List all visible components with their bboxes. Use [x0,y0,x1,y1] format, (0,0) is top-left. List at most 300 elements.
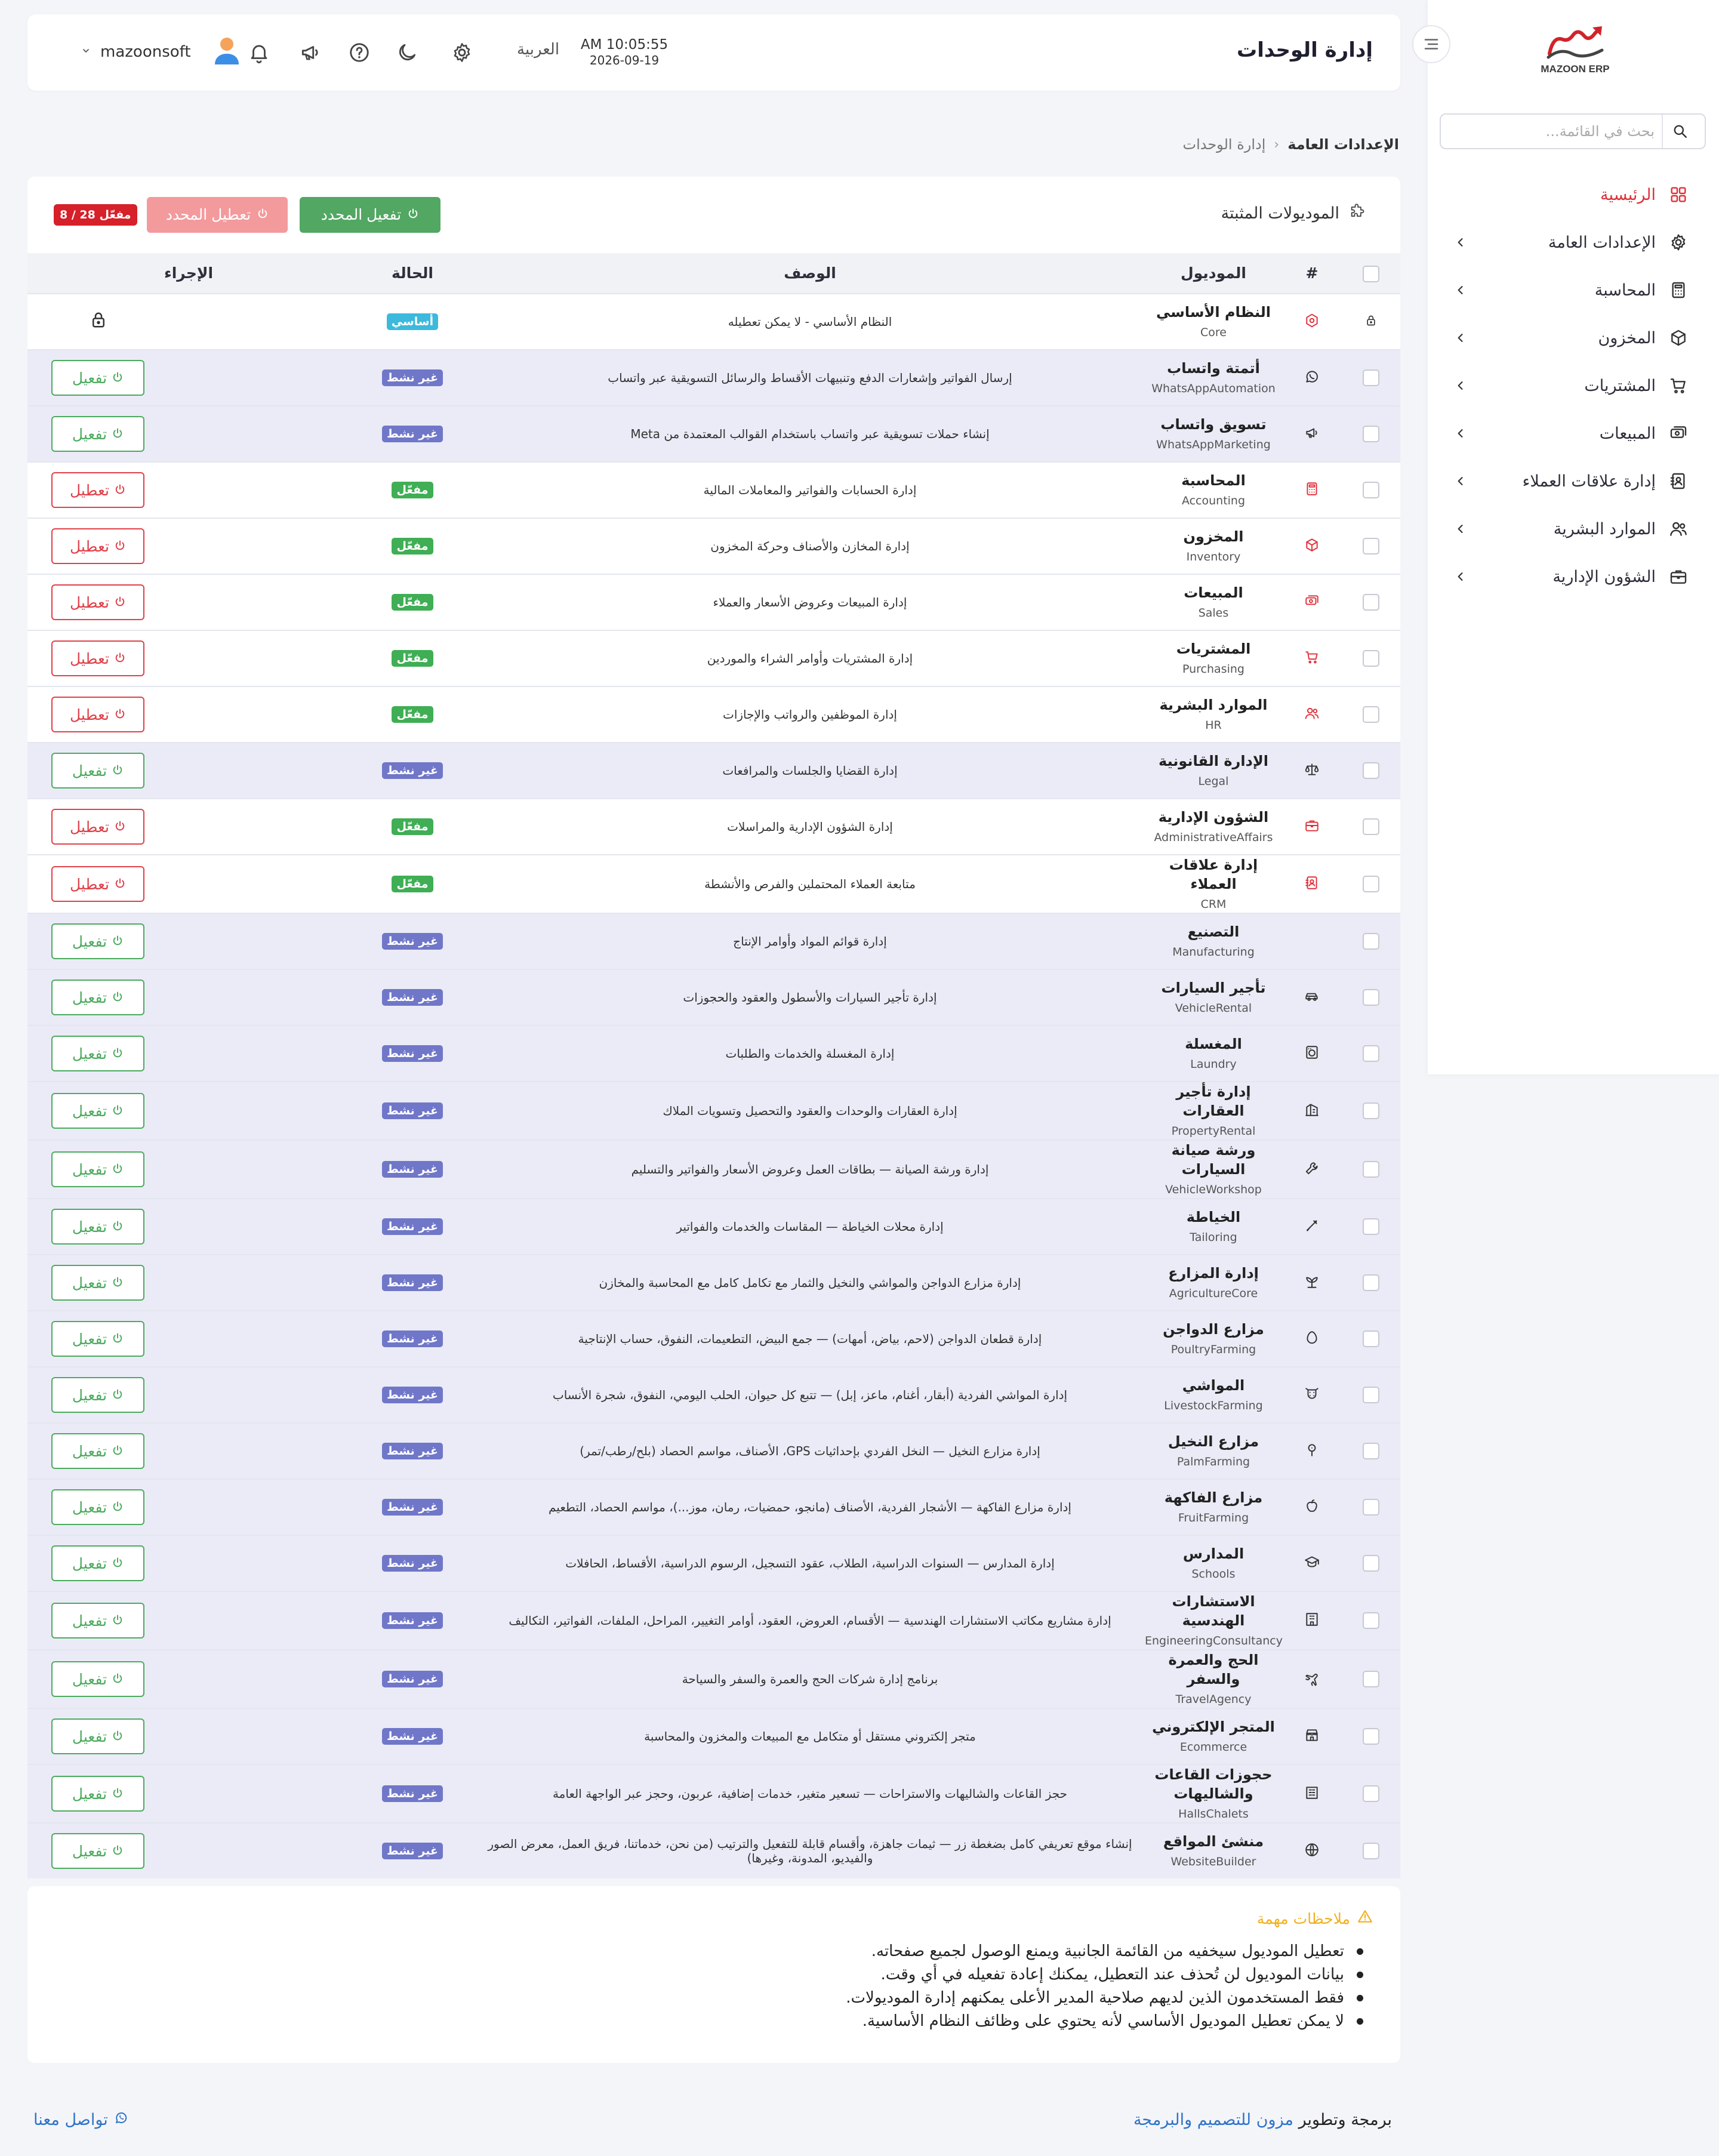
icon-cell [1282,1140,1342,1199]
module-description: حجز القاعات والشاليهات والاستراحات — تسعير متغير، خدمات إضافية، عربون، وحجز عبر الواجهة العامة [552,1787,1068,1801]
module-name: مزارع النخيل [1167,1433,1259,1450]
action-label: تفعيل [72,1612,107,1630]
table-row [27,1823,1400,1878]
row-checkbox[interactable] [1363,1671,1379,1687]
action-cell [27,294,350,350]
module-cell [1145,855,1282,913]
logo[interactable] [1530,24,1620,84]
icon-cell [1282,574,1342,630]
sidebar-item[interactable] [1428,553,1719,600]
sidebar-search-input[interactable] [1441,115,1665,148]
card-title [1221,203,1366,224]
deactivate-selected-label: تعطيل المحدد [165,207,251,223]
module-name: إدارة المزارع [1168,1265,1259,1282]
cash-icon [1668,423,1689,444]
select-cell [1342,518,1400,574]
table-row [27,1311,1400,1367]
description-cell [475,1140,1145,1199]
activate-button[interactable] [51,1036,144,1071]
action-label: تفعيل [72,1274,107,1292]
power-icon [114,538,126,555]
icon-cell [1282,1199,1342,1255]
row-checkbox[interactable] [1363,1843,1379,1859]
activate-button[interactable] [51,1489,144,1525]
action-label: تفعيل [72,1727,107,1745]
activate-button[interactable] [51,1093,144,1129]
note-item: فقط المستخدمون الذين لديهم صلاحية المدير الأعلى يمكنهم إدارة الموديولات. [846,1986,1364,2010]
icon-cell [1282,969,1342,1025]
description-cell [475,1823,1145,1878]
activate-button[interactable] [51,416,144,452]
chevron-down-icon [81,46,91,58]
activate-button[interactable] [51,1377,144,1413]
module-description: إدارة المشتريات وأوامر الشراء والموردين [707,651,913,666]
action-cell [27,462,350,518]
help-question-icon[interactable] [346,41,372,64]
module-code: HallsChalets [1178,1807,1249,1821]
chevron-left-icon [1452,568,1470,586]
description-cell [475,1591,1145,1650]
icon-cell [1282,406,1342,462]
module-cell [1145,1591,1282,1650]
table-row [27,1535,1400,1591]
activate-button[interactable] [51,1603,144,1638]
table-row [27,1591,1400,1650]
activate-button[interactable] [51,923,144,959]
module-cell [1145,1255,1282,1311]
activate-button[interactable] [51,1718,144,1754]
notification-bell-icon[interactable] [246,41,272,64]
status-badge: غير نشط [382,1330,443,1347]
search-icon[interactable] [1662,115,1698,148]
select-cell [1342,1025,1400,1082]
module-description: إدارة الحسابات والفواتير والمعاملات المالية [703,483,917,497]
sidebar [1428,0,1719,1074]
select-cell [1342,1479,1400,1535]
row-checkbox[interactable] [1363,538,1379,555]
module-description: إدارة الموظفين والرواتب والإجازات [723,707,897,722]
sidebar-item[interactable] [1428,505,1719,553]
action-label: تفعيل [72,988,107,1006]
icon-cell [1282,294,1342,350]
notes-panel [27,1886,1400,2063]
row-checkbox[interactable] [1363,1443,1379,1459]
table-row [27,350,1400,406]
sidebar-item[interactable] [1428,362,1719,409]
description-cell [475,1082,1145,1140]
description-cell [475,1650,1145,1708]
sidebar-menu [1428,171,1719,600]
calculator-icon [1668,279,1689,301]
description-cell [475,1708,1145,1764]
module-cell [1145,686,1282,743]
row-checkbox[interactable] [1363,1785,1379,1802]
office-building-icon [1304,1618,1320,1630]
module-code: Laundry [1190,1058,1237,1071]
description-cell [475,1025,1145,1082]
status-badge: غير نشط [382,1161,443,1178]
row-checkbox[interactable] [1363,1330,1379,1347]
sidebar-item[interactable] [1428,457,1719,505]
icon-cell [1282,1311,1342,1367]
power-icon [112,762,124,780]
table-row [27,1479,1400,1535]
power-icon [112,1387,124,1404]
action-label: تفعيل [72,1330,107,1348]
icon-cell [1282,855,1342,913]
action-label: تعطيل [70,593,110,611]
icon-cell [1282,1423,1342,1479]
puzzle-icon [1349,203,1366,224]
breadcrumb-parent-link[interactable]: الإعدادات العامة [1287,136,1399,153]
module-cell [1145,518,1282,574]
power-icon [112,1330,124,1348]
action-label: تفعيل [72,425,107,443]
action-cell [27,1025,350,1082]
table-row [27,913,1400,969]
select-cell [1342,1082,1400,1140]
select-cell [1342,743,1400,799]
power-icon [112,1671,124,1688]
announcement-megaphone-icon[interactable] [297,41,324,64]
car-icon [1304,995,1320,1006]
deactivate-button[interactable] [51,528,144,564]
icon-cell [1282,1082,1342,1140]
row-checkbox[interactable] [1363,1612,1379,1629]
cow-icon [1304,1393,1320,1404]
action-label: تعطيل [70,537,110,555]
select-cell [1342,686,1400,743]
activate-button[interactable] [51,360,144,396]
icon-cell [1282,1591,1342,1650]
module-cell [1145,1311,1282,1367]
settings-gear-icon[interactable] [449,41,475,64]
module-description: إدارة مزارع الدواجن والمواشي والنخيل والثمار مع تكامل كامل مع المحاسبة والمخازن [599,1276,1021,1290]
select-cell [1342,462,1400,518]
row-checkbox[interactable] [1363,594,1379,611]
row-checkbox[interactable] [1363,426,1379,442]
power-icon [407,207,419,224]
status-cell [350,1082,475,1140]
module-description: إدارة مزارع النخيل — النخل الفردي بإحداثيات GPS، الأصناف، مواسم الحصاد (بلح/رطب/تمر) [580,1444,1040,1458]
row-checkbox[interactable] [1363,818,1379,835]
status-badge: غير نشط [382,1843,443,1859]
status-cell [350,1199,475,1255]
icon-cell [1282,1535,1342,1591]
module-code: Ecommerce [1179,1741,1247,1754]
description-cell [475,1255,1145,1311]
activate-selected-button[interactable] [300,197,440,233]
select-cell [1342,1764,1400,1823]
row-checkbox[interactable] [1363,706,1379,723]
module-code: Tailoring [1190,1231,1237,1244]
status-badge: مفعّل [392,538,433,555]
sidebar-item[interactable] [1428,171,1719,218]
action-cell [27,799,350,855]
status-cell [350,1479,475,1535]
row-checkbox[interactable] [1363,1728,1379,1745]
action-label: تعطيل [70,481,110,499]
status-badge: غير نشط [382,1274,443,1291]
footer-prefix: برمجة وتطوير [1298,2111,1392,2129]
select-cell [1342,969,1400,1025]
action-cell [27,1708,350,1764]
sidebar-item[interactable] [1428,218,1719,266]
clock-date: 2026-09-19 [589,53,660,67]
action-label: تعطيل [70,706,110,723]
row-checkbox[interactable] [1363,989,1379,1006]
table-row [27,294,1400,350]
sidebar-item-label: الشؤون الإدارية [1552,567,1656,586]
activate-button[interactable] [51,1151,144,1187]
row-checkbox[interactable] [1363,1102,1379,1119]
sidebar-item-label: الموارد البشرية [1553,519,1656,538]
module-name: النظام الأساسي [1156,304,1271,321]
row-checkbox[interactable] [1363,650,1379,667]
row-checkbox[interactable] [1363,1499,1379,1516]
table-row [27,855,1400,913]
icon-cell [1282,1708,1342,1764]
action-cell [27,1255,350,1311]
note-item: بيانات الموديول لن تُحذف عند التعطيل، يمكنك إعادة تفعيله في أي وقت. [846,1963,1364,1986]
module-description: متجر إلكتروني مستقل أو متكامل مع المبيعات والمخزون والمحاسبة [644,1729,976,1744]
module-description: إدارة قوائم المواد وأوامر الإنتاج [733,934,887,948]
power-icon [114,876,126,893]
module-name: الحج والعمرة والسفر [1168,1652,1259,1687]
activate-button[interactable] [51,1661,144,1697]
module-description: النظام الأساسي - لا يمكن تعطيله [728,315,892,329]
module-code: Manufacturing [1172,945,1255,959]
module-code: Accounting [1181,494,1246,507]
activate-button[interactable] [51,1265,144,1301]
footer-contact-link[interactable] [33,2111,128,2129]
module-code: Schools [1191,1567,1236,1581]
notes-title [1257,1909,1373,1928]
activate-button[interactable] [51,1833,144,1869]
power-icon [112,933,124,950]
table-row [27,1140,1400,1199]
description-cell [475,518,1145,574]
status-cell [350,799,475,855]
row-checkbox[interactable] [1363,762,1379,779]
module-description: إدارة مزارع الفاكهة — الأشجار الفردية، الأصناف (مانجو، حمضيات، رمان، موز...)، مواسم الحصاد، التطعيم [549,1500,1071,1514]
user-menu[interactable] [81,37,241,67]
table-row [27,799,1400,855]
status-cell [350,1423,475,1479]
status-badge: مفعّل [392,594,433,611]
table-row [27,574,1400,630]
description-cell [475,855,1145,913]
module-name: الخياطة [1186,1209,1241,1225]
status-badge: غير نشط [382,1785,443,1802]
status-badge: غير نشط [382,762,443,779]
action-cell [27,1764,350,1823]
description-cell [475,686,1145,743]
deactivate-button[interactable] [51,866,144,902]
module-description: إنشاء حملات تسويقية عبر واتساب باستخدام القوالب المعتمدة من Meta [630,427,990,441]
row-checkbox[interactable] [1363,1555,1379,1572]
module-code: PoultryFarming [1170,1343,1256,1356]
icon-cell [1282,1255,1342,1311]
power-icon [112,426,124,443]
module-code: FruitFarming [1178,1511,1249,1524]
cart-icon [1668,375,1689,396]
module-code: Inventory [1186,550,1241,563]
deactivate-button[interactable] [51,640,144,676]
row-checkbox[interactable] [1363,1387,1379,1403]
table-row [27,1764,1400,1823]
chevron-left-icon [1452,472,1470,490]
action-label: تفعيل [72,1045,107,1062]
activate-button[interactable] [51,1321,144,1357]
select-cell [1342,1140,1400,1199]
module-code: AdministrativeAffairs [1154,831,1273,844]
table-row [27,1708,1400,1764]
select-cell [1342,799,1400,855]
action-cell [27,686,350,743]
dark-mode-moon-icon[interactable] [394,41,420,64]
table-row [27,518,1400,574]
sidebar-item-label: إدارة علاقات العملاء [1522,472,1656,491]
module-description: إرسال الفواتير وإشعارات الدفع وتنبيهات الأقساط والرسائل التسويقية عبر واتساب [608,371,1012,385]
module-name: المدارس [1182,1545,1244,1562]
module-code: VehicleRental [1175,1002,1252,1015]
module-name: الإدارة القانونية [1159,753,1268,769]
sidebar-item-label: المحاسبة [1594,281,1656,300]
module-name: المشتريات [1176,640,1251,657]
deactivate-button[interactable] [51,697,144,732]
action-label: تفعيل [72,1218,107,1236]
select-cell [1342,350,1400,406]
status-badge: غير نشط [382,1218,443,1235]
description-cell [475,913,1145,969]
sidebar-toggle-button[interactable] [1412,25,1450,63]
action-label: تفعيل [72,1554,107,1572]
lock-icon [90,311,107,331]
action-cell [27,630,350,686]
row-checkbox[interactable] [1363,876,1379,892]
module-code: Sales [1198,606,1229,620]
modules-table-body [27,294,1400,1878]
status-cell [350,1367,475,1423]
select-cell [1342,855,1400,913]
module-name: التصنيع [1187,923,1240,940]
select-cell [1342,1311,1400,1367]
power-icon [112,1102,124,1120]
status-cell [350,350,475,406]
action-cell [27,913,350,969]
row-checkbox[interactable] [1363,933,1379,950]
activate-button[interactable] [51,1209,144,1245]
module-name: تسويق واتساب [1160,416,1267,433]
table-header-row [27,253,1400,294]
deactivate-button[interactable] [51,472,144,508]
briefcase-icon [1304,824,1320,836]
deactivate-button[interactable] [51,809,144,845]
module-description: إدارة قطعان الدواجن (لاحم، بياض، أمهات) — جمع البيض، التطعيمات، النفوق، حساب الإنتاجية [578,1332,1042,1346]
description-cell [475,1535,1145,1591]
activate-button[interactable] [51,980,144,1015]
note-item: لا يمكن تعطيل الموديول الأساسي لأنه يحتوي على وظائف النظام الأساسية. [846,2010,1364,2033]
activate-button[interactable] [51,1433,144,1469]
row-checkbox[interactable] [1363,1161,1379,1178]
username: mazoonsoft [100,43,191,61]
action-cell [27,574,350,630]
activate-button[interactable] [51,753,144,789]
deactivate-selected-button[interactable] [147,197,288,233]
action-cell [27,1082,350,1140]
clock-time: AM 10:05:55 [580,37,668,53]
status-cell [350,294,475,350]
status-cell [350,913,475,969]
module-code: Core [1200,326,1227,339]
status-badge: غير نشط [382,1045,443,1062]
deactivate-button[interactable] [51,584,144,620]
module-cell [1145,743,1282,799]
chevron-left-icon [1452,520,1470,538]
module-cell [1145,350,1282,406]
module-name: الاستشارات الهندسية [1172,1593,1255,1629]
activate-button[interactable] [51,1776,144,1812]
activate-button[interactable] [51,1545,144,1581]
module-name: منشئ المواقع [1163,1833,1264,1850]
description-cell [475,294,1145,350]
table-row [27,462,1400,518]
module-code: PalmFarming [1176,1455,1250,1468]
action-label: تعطيل [70,649,110,667]
module-description: إدارة محلات الخياطة — المقاسات والخدمات والفواتير [676,1219,944,1234]
select-cell [1342,294,1400,350]
module-code: EngineeringConsultancy [1145,1634,1283,1647]
icon-cell [1282,1764,1342,1823]
module-cell [1145,1708,1282,1764]
status-badge: مفعّل [392,876,433,892]
description-cell [475,1199,1145,1255]
module-name: المبيعات [1184,584,1243,601]
sidebar-item[interactable] [1428,409,1719,457]
row-checkbox[interactable] [1363,369,1379,386]
status-cell [350,686,475,743]
row-checkbox[interactable] [1363,482,1379,498]
activate-selected-label: تفعيل المحدد [321,207,402,223]
row-checkbox[interactable] [1363,1218,1379,1235]
module-name: إدارة علاقات العملاء [1169,857,1258,892]
module-description: إدارة المدارس — السنوات الدراسية، الطلاب، عقود التسجيل، الرسوم الدراسية، الأقساط، الحافلات [565,1556,1055,1570]
power-icon [112,1218,124,1236]
status-badge: مفعّل [392,706,433,723]
action-cell [27,969,350,1025]
table-row [27,1199,1400,1255]
select-all-checkbox[interactable] [1363,266,1379,282]
avatar [212,36,241,68]
sidebar-item[interactable] [1428,314,1719,362]
description-cell [475,969,1145,1025]
module-cell [1145,799,1282,855]
language-switcher[interactable]: العربية [517,41,560,58]
status-cell [350,855,475,913]
calculator-icon [1304,488,1320,499]
icon-cell [1282,743,1342,799]
footer-company-link[interactable]: مزون للتصميم والبرمجة [1133,2111,1293,2129]
row-checkbox[interactable] [1363,1274,1379,1291]
sidebar-item[interactable] [1428,266,1719,314]
briefcase-icon [1668,566,1689,587]
description-cell [475,462,1145,518]
status-cell [350,406,475,462]
select-cell [1342,913,1400,969]
description-cell [475,574,1145,630]
row-checkbox[interactable] [1363,1045,1379,1062]
